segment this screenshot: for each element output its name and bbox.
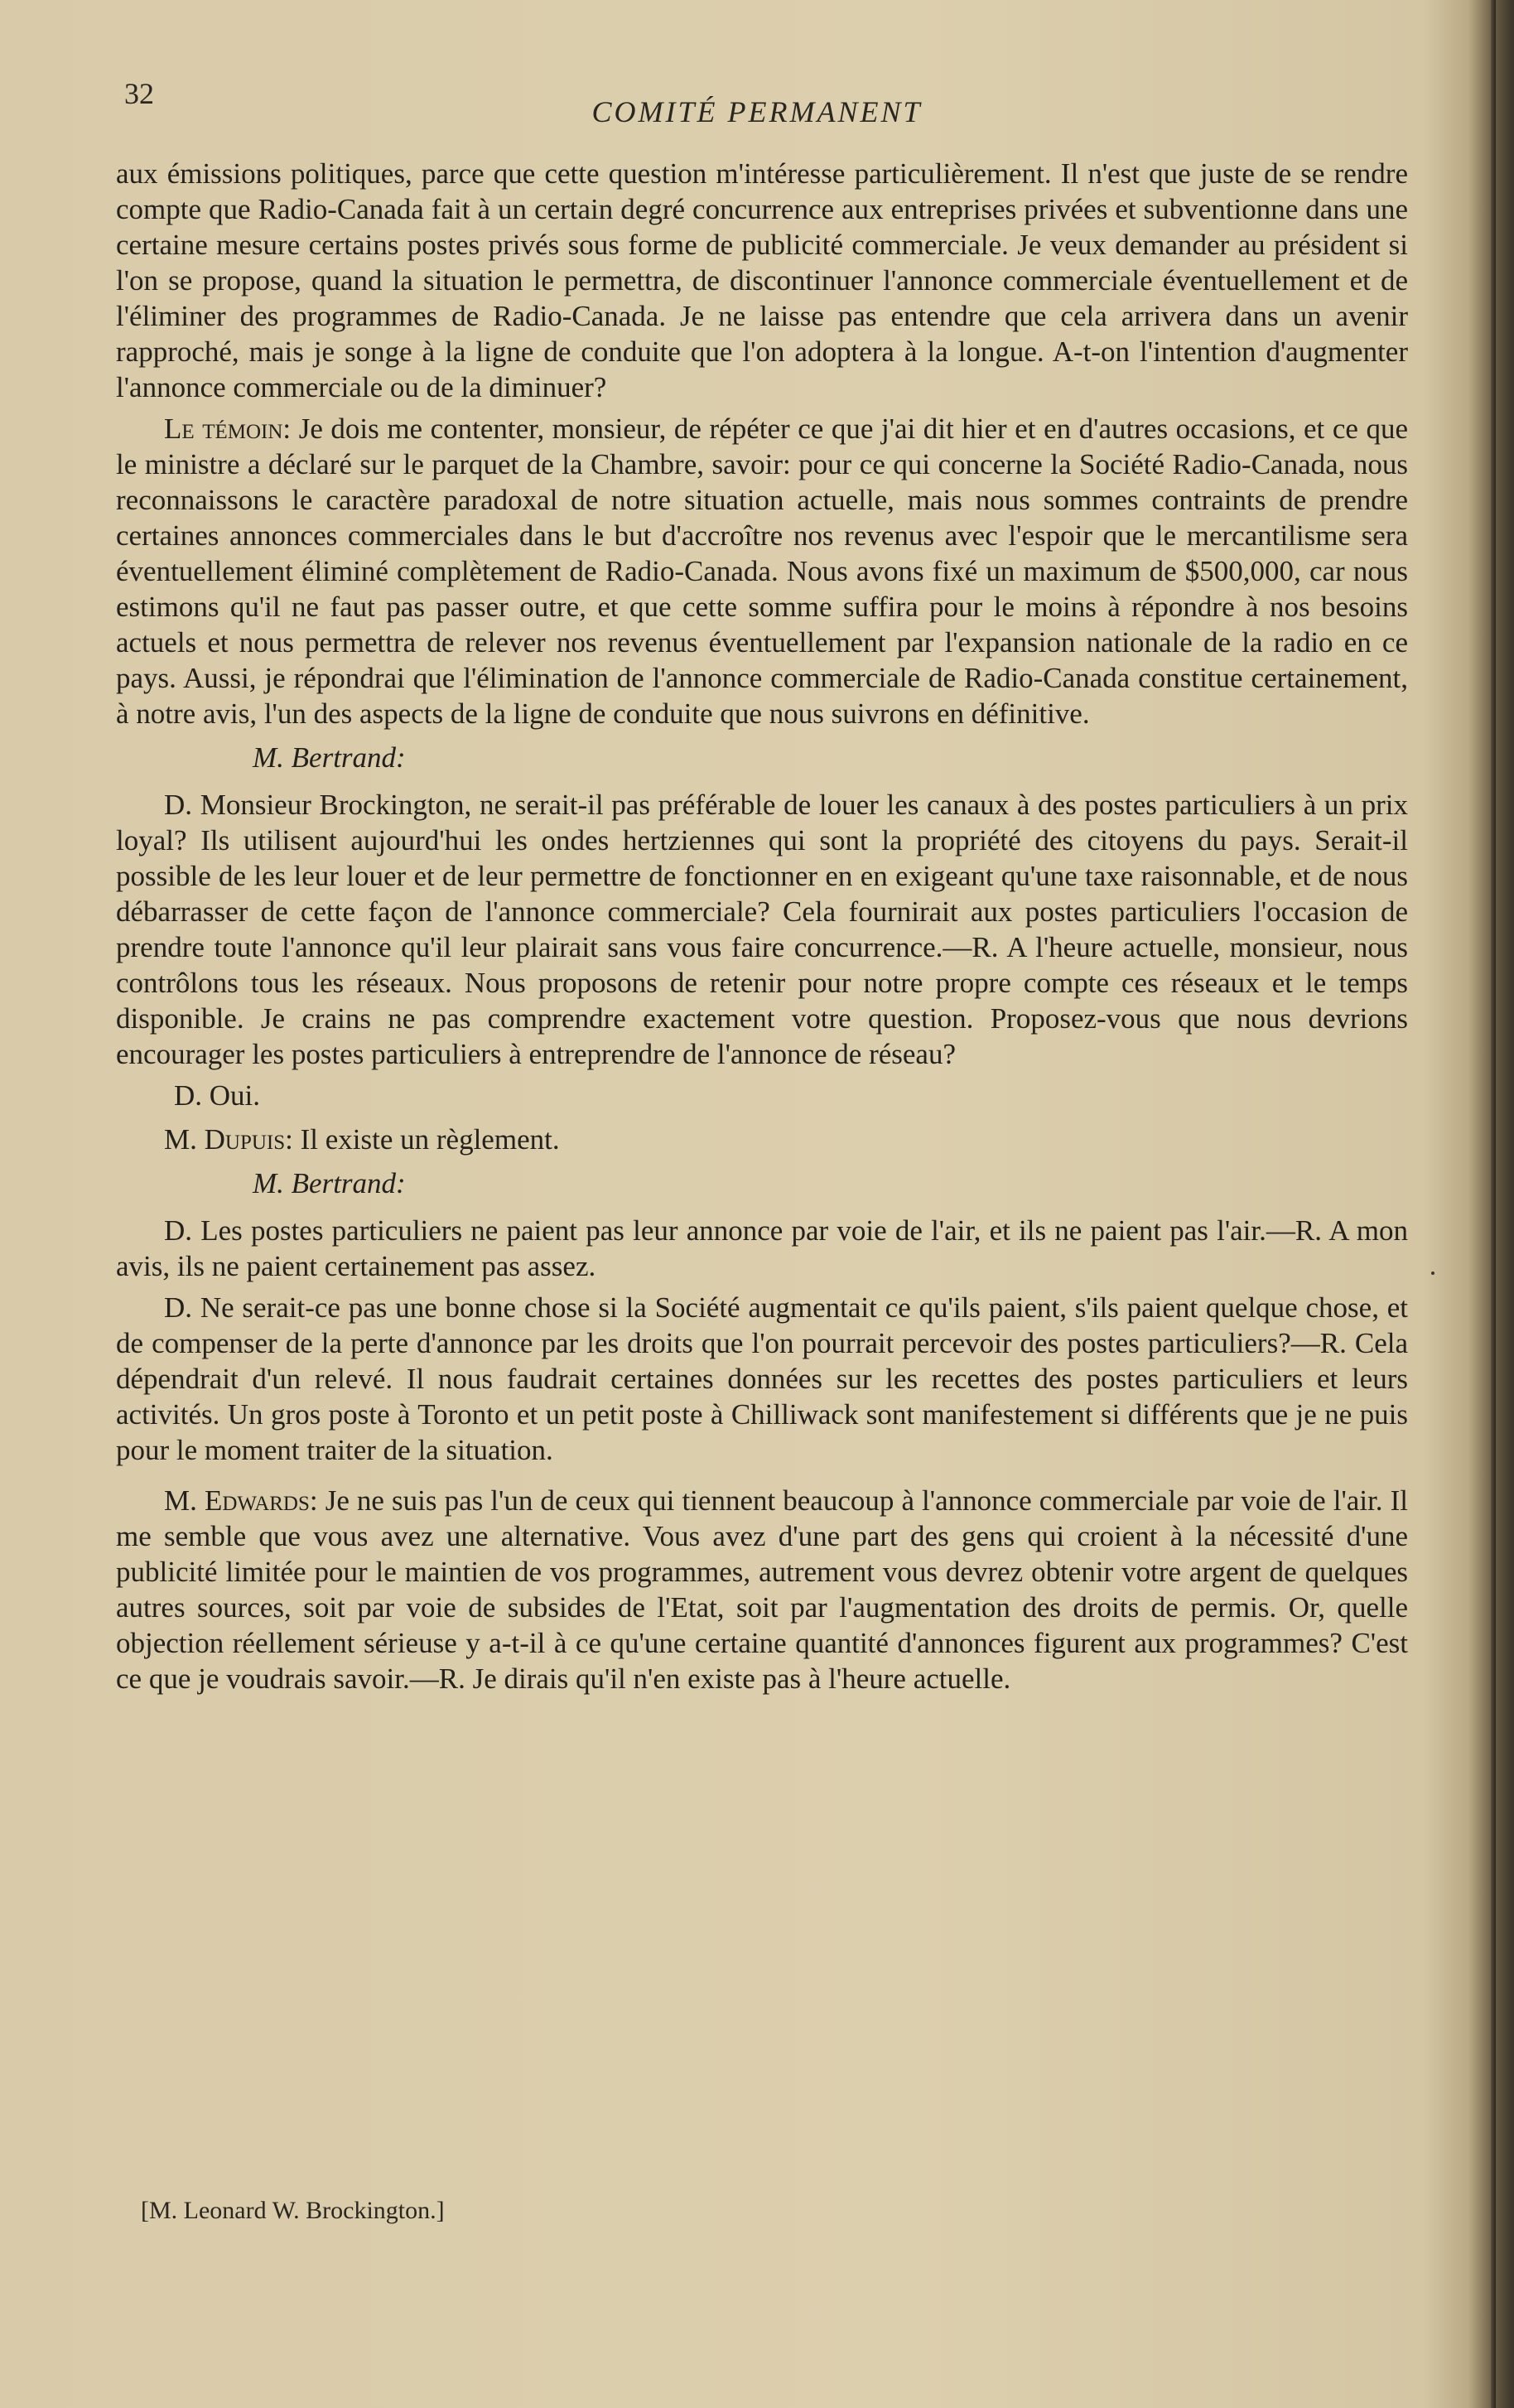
body-text	[116, 156, 1408, 1702]
paragraph-8-text: Je ne suis pas l'un de ceux qui tiennent beaucoup à l'annonce commerciale par voie de l'air. Il me semble que vous avez une alternative. Vous avez d'une part des gens qui croient à la nécessité d'une publicité limitée pour le maintien de vos programmes, autrement vous devrez obtenir votre argent de quelques autres sources, soit par voie de subsides de l'Etat, soit par l'augmentation des droits de permis. Or, quelle objection réellement sérieuse y a-t-il à ce qu'une certaine quantité d'annonces figurent aux programmes? C'est ce que je voudrais savoir.—R. Je dirais qu'il n'en existe pas à l'heure actuelle.	[116, 1484, 1408, 1695]
paragraph-2	[116, 411, 1408, 731]
book-gutter	[1491, 0, 1496, 2408]
speaker-heading-bertrand-2: M. Bertrand:	[253, 1167, 406, 1199]
speaker-label: M. Dupuis:	[164, 1123, 293, 1156]
paragraph-4: D. Oui.	[174, 1079, 261, 1112]
paragraph-7: D. Ne serait-ce pas une bonne chose si la Société augmentait ce qu'ils paient, s'ils paient quelque chose, et de compenser de la perte d'annonce par les droits que l'on pourrait percevoir des postes particuliers?—R. Cela dépendrait d'un relevé. Il nous faudrait certaines données sur les recettes des postes particuliers et leurs activités. Un gros poste à Toronto et un petit poste à Chilliwack sont manifestement si différents que je ne puis pour le moment traiter de la situation.	[116, 1291, 1408, 1466]
paragraph-2-text: Je dois me contenter, monsieur, de répéter ce que j'ai dit hier et en d'autres occasions, et ce que le ministre a déclaré sur le parquet de la Chambre, savoir: pour ce qui concerne la Société Radio-Canada, nous reconnaissons le caractère paradoxal de notre situation actuelle, mais nous sommes contraints de prendre certaines annonces commerciales dans le but d'accroître nos revenus avec l'espoir que le mercantilisme sera éventuellement éliminé complètement de Radio-Canada. Nous avons fixé un maximum de $500,000, car nous estimons qu'il ne faut pas passer outre, et que cette somme suffira pour le moins à répondre à nos besoins actuels et nous permettra de relever nos revenus éventuellement par l'expansion nationale de la radio en ce pays. Aussi, je répondrai que l'élimination de l'annonce commerciale de Radio-Canada constitue certainement, à notre avis, l'un des aspects de la ligne de conduite que nous suivrons en définitive.	[116, 413, 1408, 730]
paragraph-5-text: Il existe un règlement.	[292, 1123, 560, 1156]
paragraph-1: aux émissions politiques, parce que cette question m'intéresse particulièrement. Il n'est que juste de se rendre compte que Radio-Canada fait à un certain degré concurrence aux entreprises privées et subventionne dans une certaine mesure certains postes privés sous forme de publicité commerciale. Je veux demander au président si l'on se propose, quand la situation le permettra, de discontinuer l'annonce commerciale éventuellement et de l'éliminer des programmes de Radio-Canada. Je ne laisse pas entendre que cela arrivera dans un avenir rapproché, mais je songe à la ligne de conduite que l'on adoptera à la longue. A-t-on l'intention d'augmenter l'annonce commerciale ou de la diminuer?	[116, 157, 1408, 403]
speaker-label: Le témoin:	[164, 413, 292, 445]
paragraph-8	[116, 1483, 1408, 1696]
footer-reference: [M. Leonard W. Brockington.]	[141, 2197, 445, 2224]
paragraph-3: D. Monsieur Brockington, ne serait-il pas préférable de louer les canaux à des postes particuliers à un prix loyal? Ils utilisent aujourd'hui les ondes hertziennes qui sont la propriété des citoyens du pays. Serait-il possible de les leur louer et de leur permettre de fonctionner en en exigeant qu'une taxe raisonnable, et de nous débarrasser de cette façon de l'annonce commerciale? Cela fournirait aux postes particuliers l'occasion de prendre toute l'annonce qu'il leur plairait sans vous faire concurrence.—R. A l'heure actuelle, monsieur, nous contrôlons tous les réseaux. Nous proposons de retenir pour notre propre compte ces réseaux et le temps disponible. Je crains ne pas comprendre exactement votre question. Proposez-vous que nous devrions encourager les postes particuliers à entreprendre de l'annonce de réseau?	[116, 789, 1408, 1070]
paragraph-5	[116, 1122, 1408, 1157]
page-number: 32	[124, 77, 154, 110]
speaker-heading-bertrand-1: M. Bertrand:	[253, 741, 406, 774]
ink-speck	[1431, 1272, 1434, 1275]
paragraph-6: D. Les postes particuliers ne paient pas leur annonce par voie de l'air, et ils ne paient pas l'air.—R. A mon avis, ils ne paient certainement pas assez.	[116, 1214, 1408, 1282]
running-head: COMITÉ PERMANENT	[591, 95, 923, 128]
speaker-label: M. Edwards:	[164, 1484, 318, 1517]
